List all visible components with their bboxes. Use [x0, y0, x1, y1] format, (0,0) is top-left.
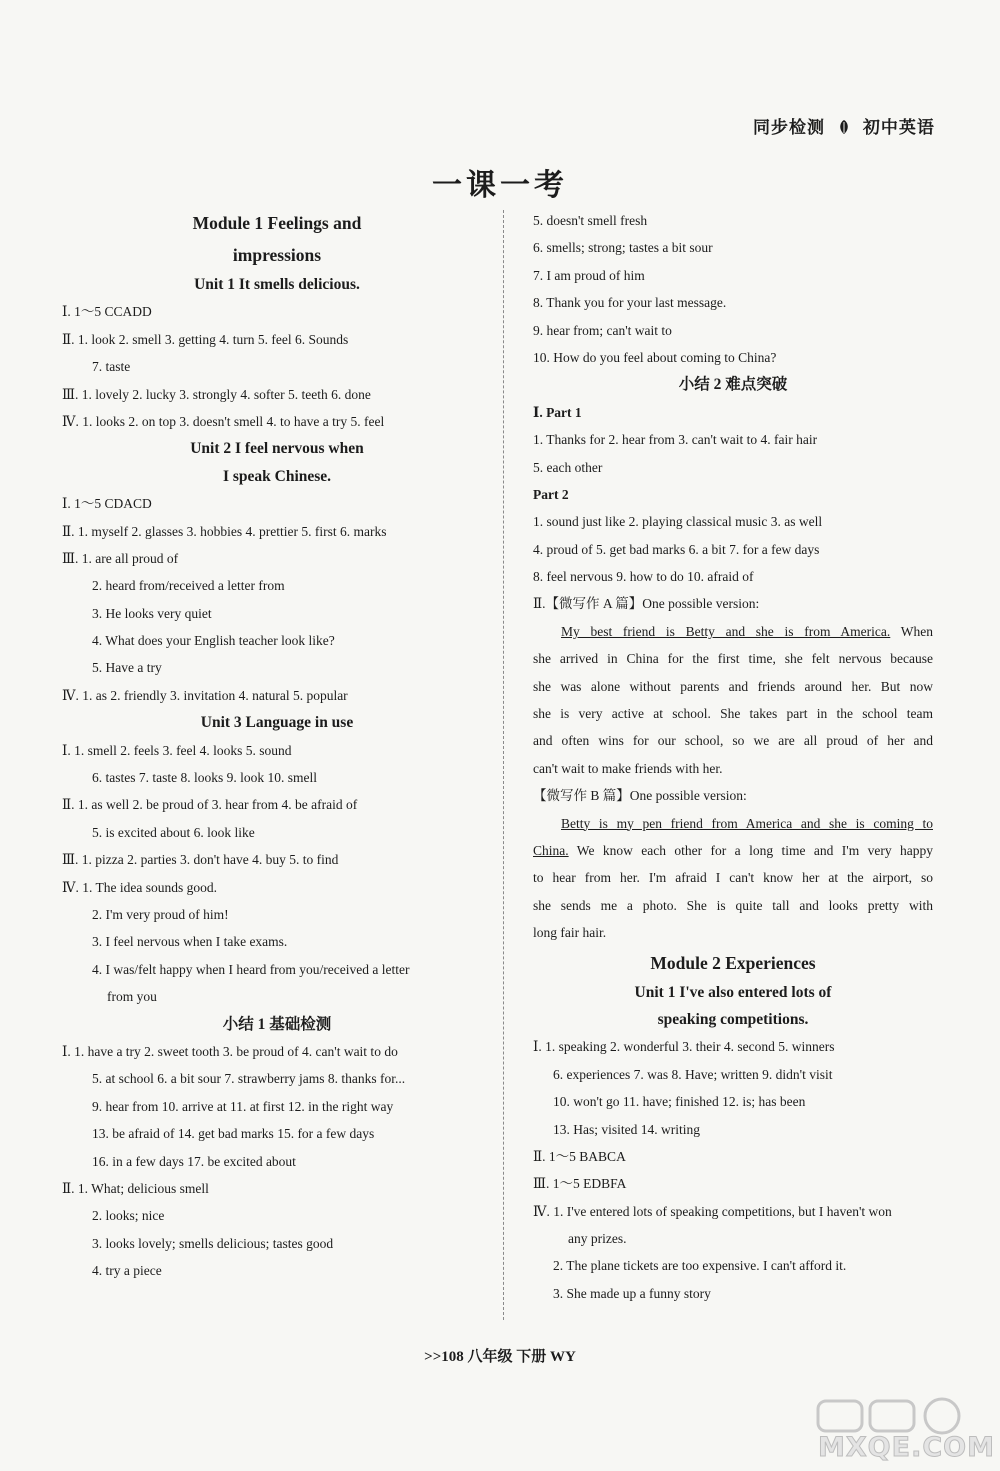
- answer-line: 2. I'm very proud of him!: [92, 906, 229, 922]
- essay-line: she arrived in China for the first time, she felt nervous because: [533, 651, 933, 667]
- underlined-topic-sentence: Betty is my pen friend from America and she is coming to: [561, 815, 933, 831]
- answer-line: Ⅰ. 1～5 CDACD: [62, 496, 152, 512]
- essay-line: she was alone without parents and friends around her. But now: [533, 678, 933, 694]
- page-footer: >>108 八年级 下册 WY: [424, 1349, 576, 1365]
- answer-line: 6. tastes 7. taste 8. looks 9. look 10. smell: [92, 770, 317, 786]
- answer-line: 8. Thank you for your last message.: [533, 295, 727, 311]
- answer-line: Ⅲ. 1～5 EDBFA: [533, 1176, 627, 1192]
- answer-line: Ⅱ. 1. What; delicious smell: [62, 1180, 209, 1196]
- answer-line: 10. How do you feel about coming to China?: [533, 349, 777, 365]
- answer-line: 3. He looks very quiet: [92, 605, 212, 621]
- unit-heading: I speak Chinese.: [222, 467, 332, 485]
- unit-heading: Unit 3 Language in use: [200, 714, 354, 732]
- answer-line: 16. in a few days 17. be excited about: [92, 1153, 296, 1169]
- answer-line: 5. each other: [533, 459, 603, 475]
- answer-line: 7. I am proud of him: [533, 267, 645, 283]
- answer-line: 5. at school 6. a bit sour 7. strawberry jams 8. thanks for...: [92, 1071, 406, 1087]
- answer-line: 3. She made up a funny story: [553, 1285, 711, 1301]
- answer-line: 9. hear from; can't wait to: [533, 322, 672, 338]
- essay-text: We know each other for a long time and I'm very happy: [568, 842, 933, 858]
- unit-heading: speaking competitions.: [657, 1010, 809, 1028]
- essay-line: to hear from her. I'm afraid I can't know her at the airport, so: [533, 870, 933, 886]
- answer-line: Ⅳ. 1. I've entered lots of speaking competitions, but I haven't won: [533, 1203, 892, 1219]
- answer-line: 1. Thanks for 2. hear from 3. can't wait to 4. fair hair: [533, 432, 818, 448]
- module-heading: impressions: [232, 245, 322, 265]
- answer-line: Part 2: [533, 486, 569, 502]
- answer-line: 4. proud of 5. get bad marks 6. a bit 7. for a few days: [533, 541, 820, 557]
- essay-text: When: [890, 623, 933, 639]
- answer-line: Ⅳ. 1. The idea sounds good.: [62, 879, 217, 895]
- unit-heading: 小结 1 基础检测: [222, 1015, 332, 1033]
- brand-right: 初中英语: [862, 118, 935, 138]
- right-column: [533, 207, 933, 1307]
- essay-line: she is very active at school. She takes part in the school team: [533, 706, 933, 722]
- answer-line: 4. try a piece: [92, 1263, 162, 1279]
- answer-line: 5. is excited about 6. look like: [92, 824, 255, 840]
- answer-line: Ⅰ. 1. smell 2. feels 3. feel 4. looks 5. sound: [62, 742, 292, 758]
- answer-line: 4. What does your English teacher look like?: [92, 633, 335, 649]
- answer-line: Ⅲ. 1. lovely 2. lucky 3. strongly 4. softer 5. teeth 6. done: [62, 386, 371, 402]
- column-divider: [503, 210, 504, 1320]
- answer-line: 5. Have a try: [92, 660, 162, 676]
- essay-line: [533, 837, 933, 864]
- answer-line: Ⅰ. 1～5 CCADD: [62, 304, 152, 320]
- essay-line: [533, 618, 933, 645]
- answer-line: Ⅱ.【微写作 A 篇】One possible version:: [533, 596, 760, 612]
- unit-heading: 小结 2 难点突破: [678, 376, 788, 394]
- answer-line: 7. taste: [92, 359, 131, 375]
- answer-line: 9. hear from 10. arrive at 11. at first 12. in the right way: [92, 1098, 394, 1114]
- answer-line: Ⅱ. 1. myself 2. glasses 3. hobbies 4. prettier 5. first 6. marks: [62, 523, 387, 539]
- answer-line: from you: [107, 989, 157, 1005]
- answer-line: Ⅱ. 1. look 2. smell 3. getting 4. turn 5. feel 6. Sounds: [62, 331, 349, 347]
- answer-line: 6. experiences 7. was 8. Have; written 9. didn't visit: [553, 1066, 833, 1082]
- answer-line: 13. be afraid of 14. get bad marks 15. for a few days: [92, 1126, 375, 1142]
- answer-line: Ⅲ. 1. are all proud of: [62, 550, 179, 566]
- answer-line: 2. heard from/received a letter from: [92, 578, 285, 594]
- answer-line: Ⅰ. Part 1: [533, 404, 582, 420]
- answer-line: 13. Has; visited 14. writing: [553, 1121, 700, 1137]
- answer-line: Ⅲ. 1. pizza 2. parties 3. don't have 4. buy 5. to find: [62, 852, 339, 868]
- unit-heading: Unit 2 I feel nervous when: [190, 440, 364, 458]
- page-title: 一课一考: [432, 168, 568, 203]
- answer-line: Ⅱ. 1～5 BABCA: [533, 1148, 626, 1164]
- answer-line: Ⅳ. 1. looks 2. on top 3. doesn't smell 4. to have a try 5. feel: [62, 413, 385, 429]
- leaf-icon: [837, 119, 851, 135]
- answer-line: 2. looks; nice: [92, 1208, 165, 1224]
- left-column: [62, 207, 492, 1284]
- answer-line: 6. smells; strong; tastes a bit sour: [533, 240, 713, 256]
- answer-line: Ⅰ. 1. have a try 2. sweet tooth 3. be proud of 4. can't wait to do: [62, 1043, 398, 1059]
- module-heading: Module 2 Experiences: [650, 952, 816, 973]
- essay-line: she sends me a photo. She is quite tall and looks pretty with: [533, 897, 933, 913]
- header-brand: [753, 113, 935, 138]
- unit-heading: Unit 1 I've also entered lots of: [634, 983, 832, 1001]
- answer-line: any prizes.: [568, 1231, 627, 1247]
- answer-line: 3. I feel nervous when I take exams.: [92, 934, 288, 950]
- underlined-topic-sentence: My best friend is Betty and she is from America.: [561, 623, 891, 639]
- answer-line: Ⅰ. 1. speaking 2. wonderful 3. their 4. second 5. winners: [533, 1039, 835, 1055]
- module-heading: Module 1 Feelings and: [192, 213, 362, 233]
- brand-left: 同步检测: [753, 118, 825, 138]
- answer-line: 1. sound just like 2. playing classical music 3. as well: [533, 514, 823, 530]
- answer-line: 10. won't go 11. have; finished 12. is; has been: [553, 1094, 806, 1110]
- essay-line: [533, 810, 933, 837]
- answer-line: 3. looks lovely; smells delicious; tastes good: [92, 1235, 334, 1251]
- answer-line: Ⅳ. 1. as 2. friendly 3. invitation 4. natural 5. popular: [62, 687, 348, 703]
- answer-line: 【微写作 B 篇】One possible version:: [533, 788, 747, 804]
- answer-line: long fair hair.: [533, 925, 607, 941]
- answer-line: 2. The plane tickets are too expensive. I can't afford it.: [553, 1258, 847, 1274]
- answer-line: 8. feel nervous 9. how to do 10. afraid of: [533, 569, 754, 585]
- answer-line: Ⅱ. 1. as well 2. be proud of 3. hear from 4. be afraid of: [62, 797, 358, 813]
- essay-line: and often wins for our school, so we are all proud of her and: [533, 733, 933, 749]
- unit-heading: Unit 1 It smells delicious.: [194, 276, 360, 293]
- underlined-topic-sentence: China.: [533, 842, 569, 858]
- answer-line: can't wait to make friends with her.: [533, 760, 723, 776]
- answer-line: 5. doesn't smell fresh: [533, 213, 648, 228]
- answer-line: 4. I was/felt happy when I heard from you/received a letter: [92, 961, 410, 977]
- watermark-text: MXQE.COM: [818, 1432, 995, 1463]
